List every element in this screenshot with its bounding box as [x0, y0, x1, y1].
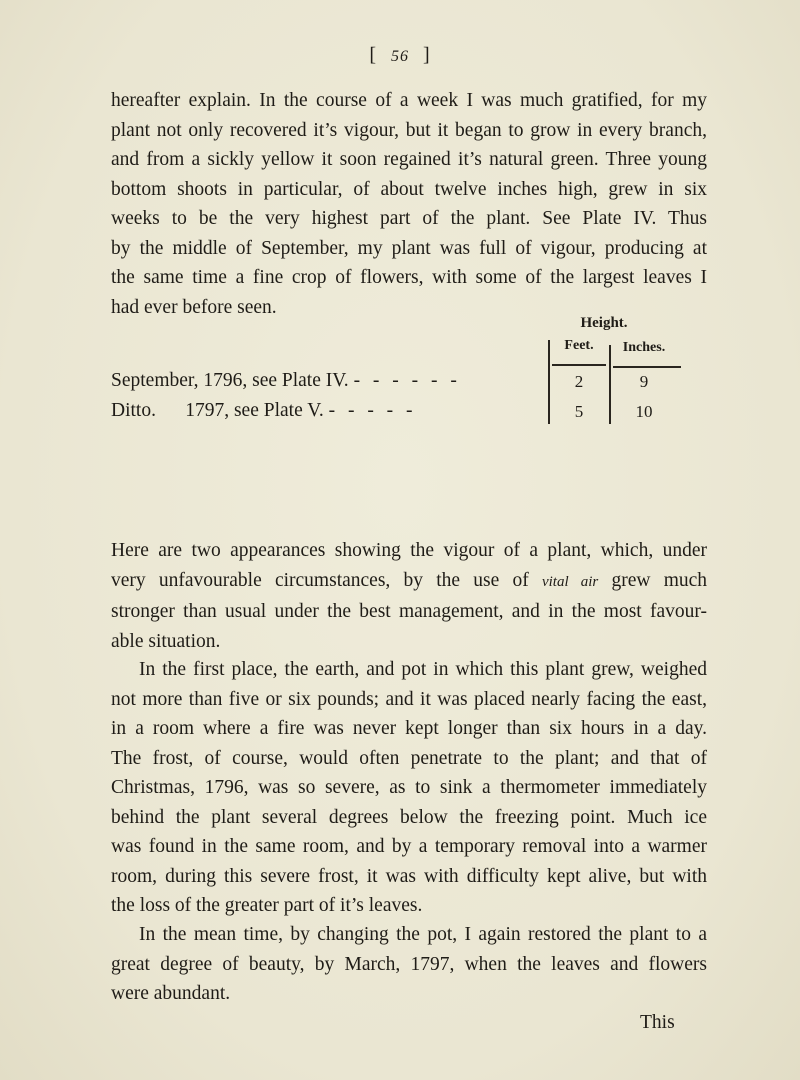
table-row-dots: - - - - - — [328, 400, 417, 421]
paragraph-2-line: Here are two appearances showing the vigour of a plant, which, under — [111, 540, 707, 561]
paragraph-1-line: had ever before seen. — [111, 296, 277, 318]
paragraph-4-line: great degree of beauty, by March, 1797, when the leaves and flowers — [111, 953, 707, 975]
paragraph-1-line: plant not only recovered it’s vigour, but it began to grow in every branch, — [111, 119, 707, 141]
table-rule-inches — [613, 366, 681, 368]
paragraph-3-line: not more than five or six pounds; and it was placed nearly facing the east, — [111, 688, 707, 710]
table-row-label — [111, 370, 461, 392]
table-middle-rule — [609, 345, 611, 424]
table-cell-feet: 5 — [574, 402, 584, 421]
table-rule-feet — [552, 364, 606, 366]
paragraph-3-line: in a room where a fire was never kept longer than six hours in a day. — [111, 718, 707, 739]
table-column-feet: Feet. — [564, 338, 594, 353]
paragraph-3-line: The frost, of course, would often penetrate to the plant; and that of — [111, 747, 707, 769]
paragraph-2-line — [111, 566, 707, 598]
paragraph-4-line: were abundant. — [111, 983, 231, 1004]
paragraph-1-line: and from a sickly yellow it soon regained it’s natural green. Three young — [111, 149, 707, 170]
paragraph-1-line: the same time a fine crop of flowers, with some of the largest leaves I — [111, 267, 707, 288]
table-cell-inches: 10 — [635, 402, 653, 421]
paragraph-4-line: In the mean time, by changing the pot, I again restored the plant to a — [139, 924, 707, 945]
page-number — [0, 44, 800, 67]
paragraph-1 — [111, 86, 707, 322]
catchword: This — [640, 1012, 675, 1033]
table-cell-inches: 9 — [639, 372, 649, 391]
paragraph-3-line: was found in the same room, and by a temporary removal into a warmer — [111, 836, 707, 857]
table-row-text: September, 1796, see Plate IV. — [111, 370, 349, 391]
table-cell-feet: 2 — [574, 372, 584, 391]
paragraph-3-line: In the first place, the earth, and pot in which this plant grew, weighed — [139, 659, 707, 680]
paragraph-2-line: stronger than usual under the best management, and in the most favour- — [111, 601, 707, 622]
table-left-rule — [548, 340, 550, 424]
paragraph-2 — [111, 536, 707, 656]
paragraph-3-line: room, during this severe frost, it was with difficulty kept alive, but with — [111, 865, 707, 887]
paragraph-2-text: very unfavourable circumstances, by the use of — [111, 569, 529, 591]
paragraph-1-line: by the middle of September, my plant was full of vigour, producing at — [111, 237, 707, 259]
paragraph-4 — [111, 920, 707, 1009]
table-header-height: Height. — [580, 315, 628, 331]
paragraph-3 — [111, 655, 707, 921]
paragraph-3-line: the loss of the greater part of it’s leaves. — [111, 895, 423, 916]
table-column-inches: Inches. — [622, 340, 666, 355]
paragraph-3-line: behind the plant several degrees below the freezing point. Much ice — [111, 806, 707, 828]
paragraph-3-line: Christmas, 1796, was so severe, as to sink a thermometer immediately — [111, 777, 707, 798]
paragraph-1-line: bottom shoots in particular, of about twelve inches high, grew in six — [111, 178, 707, 200]
table-row-text: Ditto. 1797, see Plate V. — [111, 400, 324, 421]
paragraph-2-line: able situation. — [111, 630, 221, 652]
folio-number: 56 — [391, 48, 409, 65]
table-row-label — [111, 400, 417, 422]
folio-close-bracket: ] — [423, 44, 431, 66]
table-row-dots: - - - - - - — [353, 370, 461, 391]
paragraph-1-line: weeks to be the very highest part of the plant. See Plate IV. Thus — [111, 208, 707, 229]
paragraph-1-line: hereafter explain. In the course of a week I was much gratified, for my — [111, 90, 707, 111]
paragraph-2-text: grew much — [611, 569, 708, 591]
folio-open-bracket: [ — [369, 44, 377, 66]
paragraph-2-italic: vital air — [541, 573, 599, 590]
